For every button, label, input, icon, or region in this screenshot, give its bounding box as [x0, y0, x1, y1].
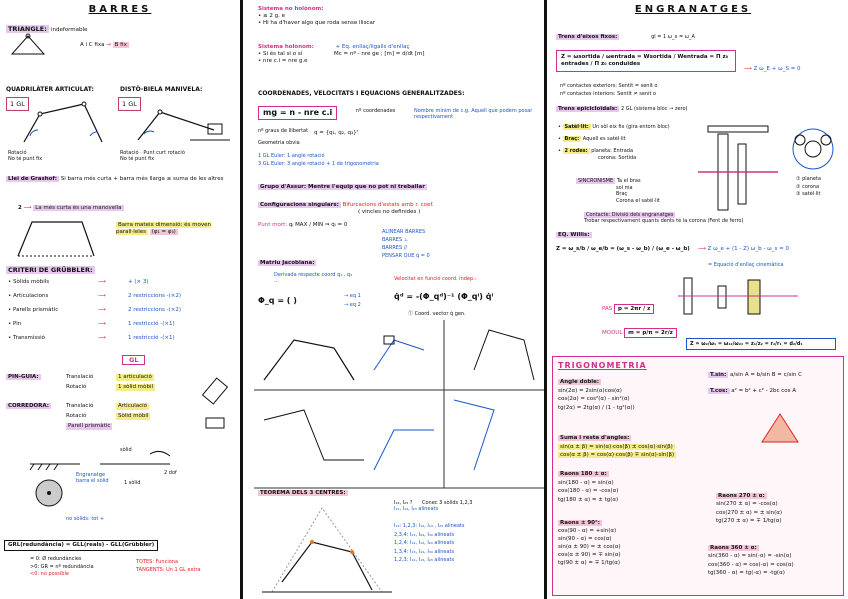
sum-angle: Suma i resta d'angles: sin(α ± β) = sin(α)·cos(β) ± cos(α)·sin(β) cos(α ± β) = cos(α)·cos(β) ∓ sin(α)·sin(β) — [560, 435, 675, 459]
mechanism-diagrams — [254, 320, 544, 490]
holonom: Sistema holònom: + Eq. enllaç/ligalls d'enllaç • Si és tal si o sí Mc = nº - nre ge ; [m] = d/dt [m] • nre c.i = nre g.e — [258, 44, 425, 64]
triangle-eq1: A i C fixa — [80, 42, 105, 48]
dist-diagram — [130, 100, 230, 148]
epi-label: Trens epicicloïdals: — [558, 106, 618, 112]
mg-formula: mg = n - nre c.i — [258, 106, 337, 120]
non-holonom: Sistema no holònom: • ≤ 2 g. e • Hi ha d'haver algo que roda sense lliscar — [258, 6, 376, 26]
triangle-diagram — [8, 34, 48, 58]
dist-gl: 1 GL — [118, 97, 141, 111]
theorem-label: TEOREMA DELS 3 CENTRES: — [260, 490, 346, 496]
quad-notes: Rotació No té punt fix — [8, 150, 43, 163]
vel-label: Velocitat en funció coord. índep.: — [394, 276, 477, 282]
parallel-diagram — [12, 216, 102, 260]
ce-label: Nombre mínim de c.g. Aquell que podem posar respectivament — [414, 108, 533, 121]
tangent-notes: TOTES: Funciona TANGENTS: Un 1 GL extra — [136, 559, 201, 573]
quad-diagram — [20, 100, 110, 148]
sinc-block: SINCRONISME Ta el bras sol ma Braç Corona el satèl·lit — [578, 178, 660, 204]
column-engranatges — [548, 0, 848, 599]
column-barres: BARRES TRIANGLE: indeformable A i C fixa → B fix QUADRILÀTER ARTICULAT: DISTÒ-BIELA MANIVELA: 1 GL 1 GL Rotació No té punt fix Rotació · Punt curt rotació No té punt fix Llei de Grashof: Si barra més curta + barra més llarga ≤ suma de les altres 2 ⟶ La més curta és una manovella Barra mateix dimensió: és moven parall·leles (φ₁ = φ₃) CRITERI DE GRÜBBLER: • Sòlids mòbils ⟶ + (× 3) • Articulacions ⟶ 2 restriccions -(×2) • Parells prismàtic ⟶ 2 restriccions -(×2) • Pin ⟶ 1 restricció -(×1) • Transmissió ⟶ 1 restricció -(×1) GL PIN-GUIA: Translació 1 articulació Rotació 1 sòlid mòbil CORREDORA: Translació Articulació Rotació Sòlid mòbil Parell prismàtic sòlid Engranatge barra el sòlid 1 sòlid 2 dof no sòlids: tot + GRL(redundància) = GLL(reals) - GLL(Grübbler) = 0: Ø redundàncies >0: GR = nº redundància <0: no possible TOTES: Funciona TANGENTS: Un 1 GL extra — [0, 0, 240, 599]
double-angle: Angle doble: sin(2α) = 2sin(α)cos(α) cos(2α) = cos²(α) - sin²(α) tg(2α) = 2tg(α) / (1 - tg²(α)) — [558, 379, 635, 411]
raons-270: Raons 270 ± α: sin(270 ± α) = -cos(α) cos(270 ± α) = ± sin(α) tg(270 ± α) = ∓ 1/tg(α) — [716, 493, 783, 524]
conf-label: Configuracions singulars: — [260, 202, 339, 208]
pas-label: PAS — [602, 306, 613, 312]
gear-circle — [34, 478, 64, 508]
raons-180: Raons 180 ± α: sin(180 - α) = sin(α) cos(180 - α) = -cos(α) tg(180 ± α) = ± tg(α) — [558, 471, 619, 503]
epi-parts: • Satèl·lit: Un sòl eix fix (gira entorn bloc) • Braç: Aquell es satèl·lit • 2 rodes: planeta: Entrada corona: Sortida — [558, 124, 670, 161]
z-formula: Z = ωsortida / ωentrada = Wsortida / Wentrada = Π z₀ entrades / Π z₀ conduïdes — [556, 50, 736, 72]
grashof-text: Si barra més curta + barra més llarga ≤ suma de les altres — [60, 176, 224, 182]
epicyclic-diagram — [698, 124, 778, 220]
three-centers-diagram — [262, 502, 392, 596]
contact-note: Contacte: Divisió dels engranatges Trobar respectivament quants dents té la corona (Fent de ferro) — [584, 212, 744, 225]
raons-360: Raons 360 ± α: sin(360 - α) = sin(-α) = -sin(α) cos(360 - α) = cos(-α) = cos(α) tg(360 - α) = tg(-α) = -tg(α) — [708, 545, 794, 576]
section-title-barres: BARRES — [88, 4, 152, 15]
punt-mort-list: ALINEAR BARRES BARRES ⊥ BARRES // PENSAR QUE q̇ = 0 — [382, 229, 430, 259]
grubler-item: • Sòlids mòbils ⟶ + (× 3) — [8, 279, 149, 285]
mod-label: MODUL — [602, 330, 623, 336]
vel-note: Ⓣ Coord. vector q̇ gen. — [408, 311, 466, 317]
grubler-item: • Parells prismàtic ⟶ 2 restriccions -(×2) — [8, 307, 182, 313]
planetary-sketch — [678, 272, 798, 322]
gq-label: q = {q₁, q₂, q₃}ᵀ — [314, 130, 359, 136]
redundance-list: = 0: Ø redundàncies >0: GR = nº redundància <0: no possible — [30, 556, 94, 577]
triangle-eq2: B fix — [114, 42, 127, 48]
grubler-item: • Articulacions ⟶ 2 restriccions -(×2) — [8, 293, 182, 299]
gear-legend: ① planeta ② corona ③ satèl·lit — [796, 176, 821, 197]
willis-eq2: ⟶ Z ω_e + (1 - Z) ω_b - ω_s = 0 — [698, 246, 789, 252]
jacobian-label: Matriu Jacobiana: — [260, 260, 315, 266]
euler-list: 1 GL Euler: 1 angle rotació 3 GL Euler: 3 angle rotació + 1 de trigonometria — [258, 153, 379, 167]
bar-text: Barra mateix dimensió: és moven parall·leles — [116, 222, 211, 235]
grubler-list — [8, 279, 238, 349]
sol-note: 1 sòlid — [124, 480, 141, 486]
column-cinematica — [244, 0, 544, 599]
assur-text: Grupo d'Assur: Mentre l'equip que no pot ni treballar — [260, 184, 425, 190]
nc-label: nº coordenades — [356, 108, 396, 114]
divider-1 — [240, 0, 243, 599]
vel-eq: q̇ᵈ = -(Φ_qᵈ)⁻¹ (Φ_qⁱ) q̇ⁱ — [394, 292, 494, 301]
ne-label: Geometria obvia — [258, 140, 300, 146]
coord-title: COORDENADES, VELOCITATS I EQUACIONS GENERALITZADES: — [258, 90, 465, 97]
solid-label: sòlid — [120, 447, 132, 453]
trens-gl: gl = 1 ω_x = ω_A — [651, 34, 695, 40]
section-title-engranatges: ENGRANATGES — [634, 4, 752, 15]
epi-gl: 2 GL (sistema bloc → zero) — [620, 106, 688, 112]
grubler-label: CRITERI DE GRÜBBLER: — [8, 266, 93, 274]
triangle-label: TRIANGLE: — [8, 25, 47, 33]
quad-gl: 1 GL — [6, 97, 29, 111]
grubler-item: • Pin ⟶ 1 restricció -(×1) — [8, 321, 175, 327]
pas-eq: p = 2πr / z — [614, 304, 654, 314]
raons-90: Raons ± 90°: cos(90 - α) = +sin(α) sin(90 - α) = cos(α) sin(α ± 90) = ± cos(α) cos(α ± 90) = ∓ sin(α) tg(90 ± α) = ∓ 1/tg(α) — [558, 520, 621, 566]
ng-label: nº graus de llibertat — [258, 128, 309, 134]
theorem-list: I₁₃: 1,2,3: I₁₂, I₁₃ , I₂₃ alineats 2,3,4: I₂₃, I₂₄, I₃₄ alineats 1,2,4: I₁₂, I₁₄, I₂₄ alineats 1,3,4: I₁₃, I₁₄, I₃₄ alineats 1,2,3: I₁₂, I₁₃, I₂₃ alineats — [394, 523, 465, 563]
willis-eq: Z = ω_s/b / ω_e/b = (ω_s - ω_b) / (ω_e - ω_b) — [556, 246, 690, 252]
grubler-item: • Transmissió ⟶ 1 restricció -(×1) — [8, 335, 175, 341]
punt-mort: Punt mort: qᵢ MAX / MIN ⇒ q̇ᵢ = 0 — [258, 222, 348, 228]
jacobian-note: Derivada respecte coord q₁ , q₂ ... — [274, 272, 353, 285]
trens-label: Trens d'eixos fixos: — [558, 34, 618, 40]
pinguia-block: PIN-GUIA: Translació 1 articulació Rotació 1 sòlid mòbil — [8, 374, 154, 390]
contacts-notes: nº contactes exteriors: Sentit = senit o nº contactes interiors: Sentit ≠ senit o — [560, 83, 658, 97]
z-eq: ⟶ Z ω_E + ω_S = 0 — [744, 66, 801, 72]
grashof-num: 2 — [18, 205, 22, 211]
gl-box: GL — [122, 355, 145, 365]
bar-eq: (φ₁ = φ₃) — [151, 228, 176, 235]
slider-diagrams — [196, 374, 236, 444]
quad-label: QUADRILÀTER ARTICULAT: — [6, 86, 94, 93]
mod-eq: m = p/π = 2r/z — [624, 328, 677, 338]
z-ratio: Z = ω₂/ω₁ = ω₁₂/ω₂₁ = z₁/z₂ = r₂/r₁ = d₂/d₁ — [686, 338, 836, 350]
triangle-icon — [758, 410, 802, 446]
engranatge-note: Engranatge barra el sòlid — [76, 472, 109, 485]
jacobian-eq: Φ_q = ( ) — [258, 296, 297, 305]
grl-formula: GRL(redundància) = GLL(reals) - GLL(Grübbler) — [4, 540, 158, 551]
gear-sun-diagram — [788, 124, 838, 174]
grashof-two-text: La més curta és una manovella — [35, 205, 122, 211]
tcos: T.cos: a² = b² + c² - 2bc cos A — [710, 388, 797, 394]
divider-2 — [544, 0, 547, 599]
tsin: T.sin: a/sin A = b/sin B = c/sin C — [710, 372, 802, 378]
dist-label: DISTÒ-BIELA MANIVELA: — [120, 86, 203, 93]
willis-eq3: = Equació d'enllaç cinemàtica — [708, 262, 784, 268]
conf-a: Bifurcacions d'estats amb r. coef. — [342, 202, 434, 208]
jacobian-rows: → eq 1 → eq 2 — [344, 293, 361, 308]
conf-b: ( vincles no definides ) — [358, 208, 421, 215]
nosolids-note: no sòlids: tot + — [66, 516, 105, 522]
theorem-q: I₁₂, I₂₃ ? Conec 3 sòlids 1,2,3 I₁₂, I₁₃, I₂₃ alineats — [394, 500, 473, 513]
trig-title: TRIGONOMETRIA — [558, 361, 647, 370]
dof-note: 2 dof — [164, 470, 177, 476]
triangle-desc: indeformable — [50, 27, 88, 33]
corredora-block: CORREDORA: Translació Articulació Rotació Sòlid mòbil Parell prismàtic — [8, 403, 149, 429]
dist-notes: Rotació · Punt curt rotació No té punt fix — [120, 150, 185, 163]
willis-label: EQ. Willis: — [558, 232, 590, 238]
grashof-label: Llei de Grashof: — [8, 176, 58, 182]
